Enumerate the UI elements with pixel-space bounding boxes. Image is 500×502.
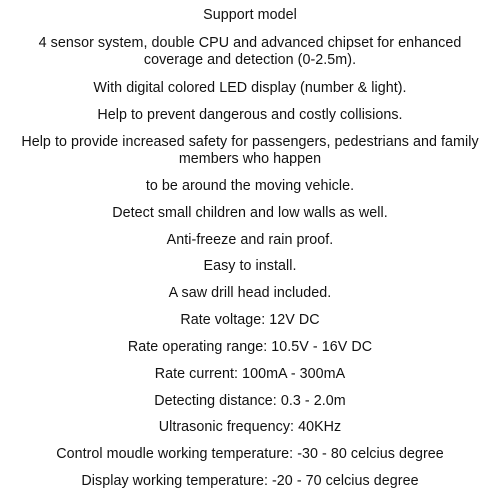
spec-ultrasonic-frequency: Ultrasonic frequency: 40KHz: [158, 419, 342, 435]
feature-anti-freeze: Anti-freeze and rain proof.: [166, 232, 334, 248]
spec-rate-voltage: Rate voltage: 12V DC: [180, 312, 320, 328]
spec-control-module-temperature: Control moudle working temperature: -30 - 80 celcius degree: [56, 446, 444, 462]
feature-sensor-system: 4 sensor system, double CPU and advanced chipset for enhanced coverage and detection (0-2.5m).: [38, 35, 462, 68]
feature-safety: Help to provide increased safety for passengers, pedestrians and family members who happen: [21, 134, 479, 167]
heading-support-model: Support model: [203, 7, 297, 23]
feature-led-display: With digital colored LED display (number & light).: [93, 80, 407, 96]
spec-rate-current: Rate current: 100mA - 300mA: [154, 366, 346, 382]
feature-easy-install: Easy to install.: [203, 258, 297, 274]
feature-drill-head: A saw drill head included.: [168, 285, 332, 301]
feature-safety-continued: to be around the moving vehicle.: [145, 178, 355, 194]
feature-prevent-collisions: Help to prevent dangerous and costly collisions.: [97, 107, 403, 123]
spec-display-temperature: Display working temperature: -20 - 70 celcius degree: [81, 473, 419, 489]
spec-operating-range: Rate operating range: 10.5V - 16V DC: [127, 339, 373, 355]
spec-detecting-distance: Detecting distance: 0.3 - 2.0m: [154, 393, 346, 409]
feature-detect-children: Detect small children and low walls as well.: [112, 205, 388, 221]
